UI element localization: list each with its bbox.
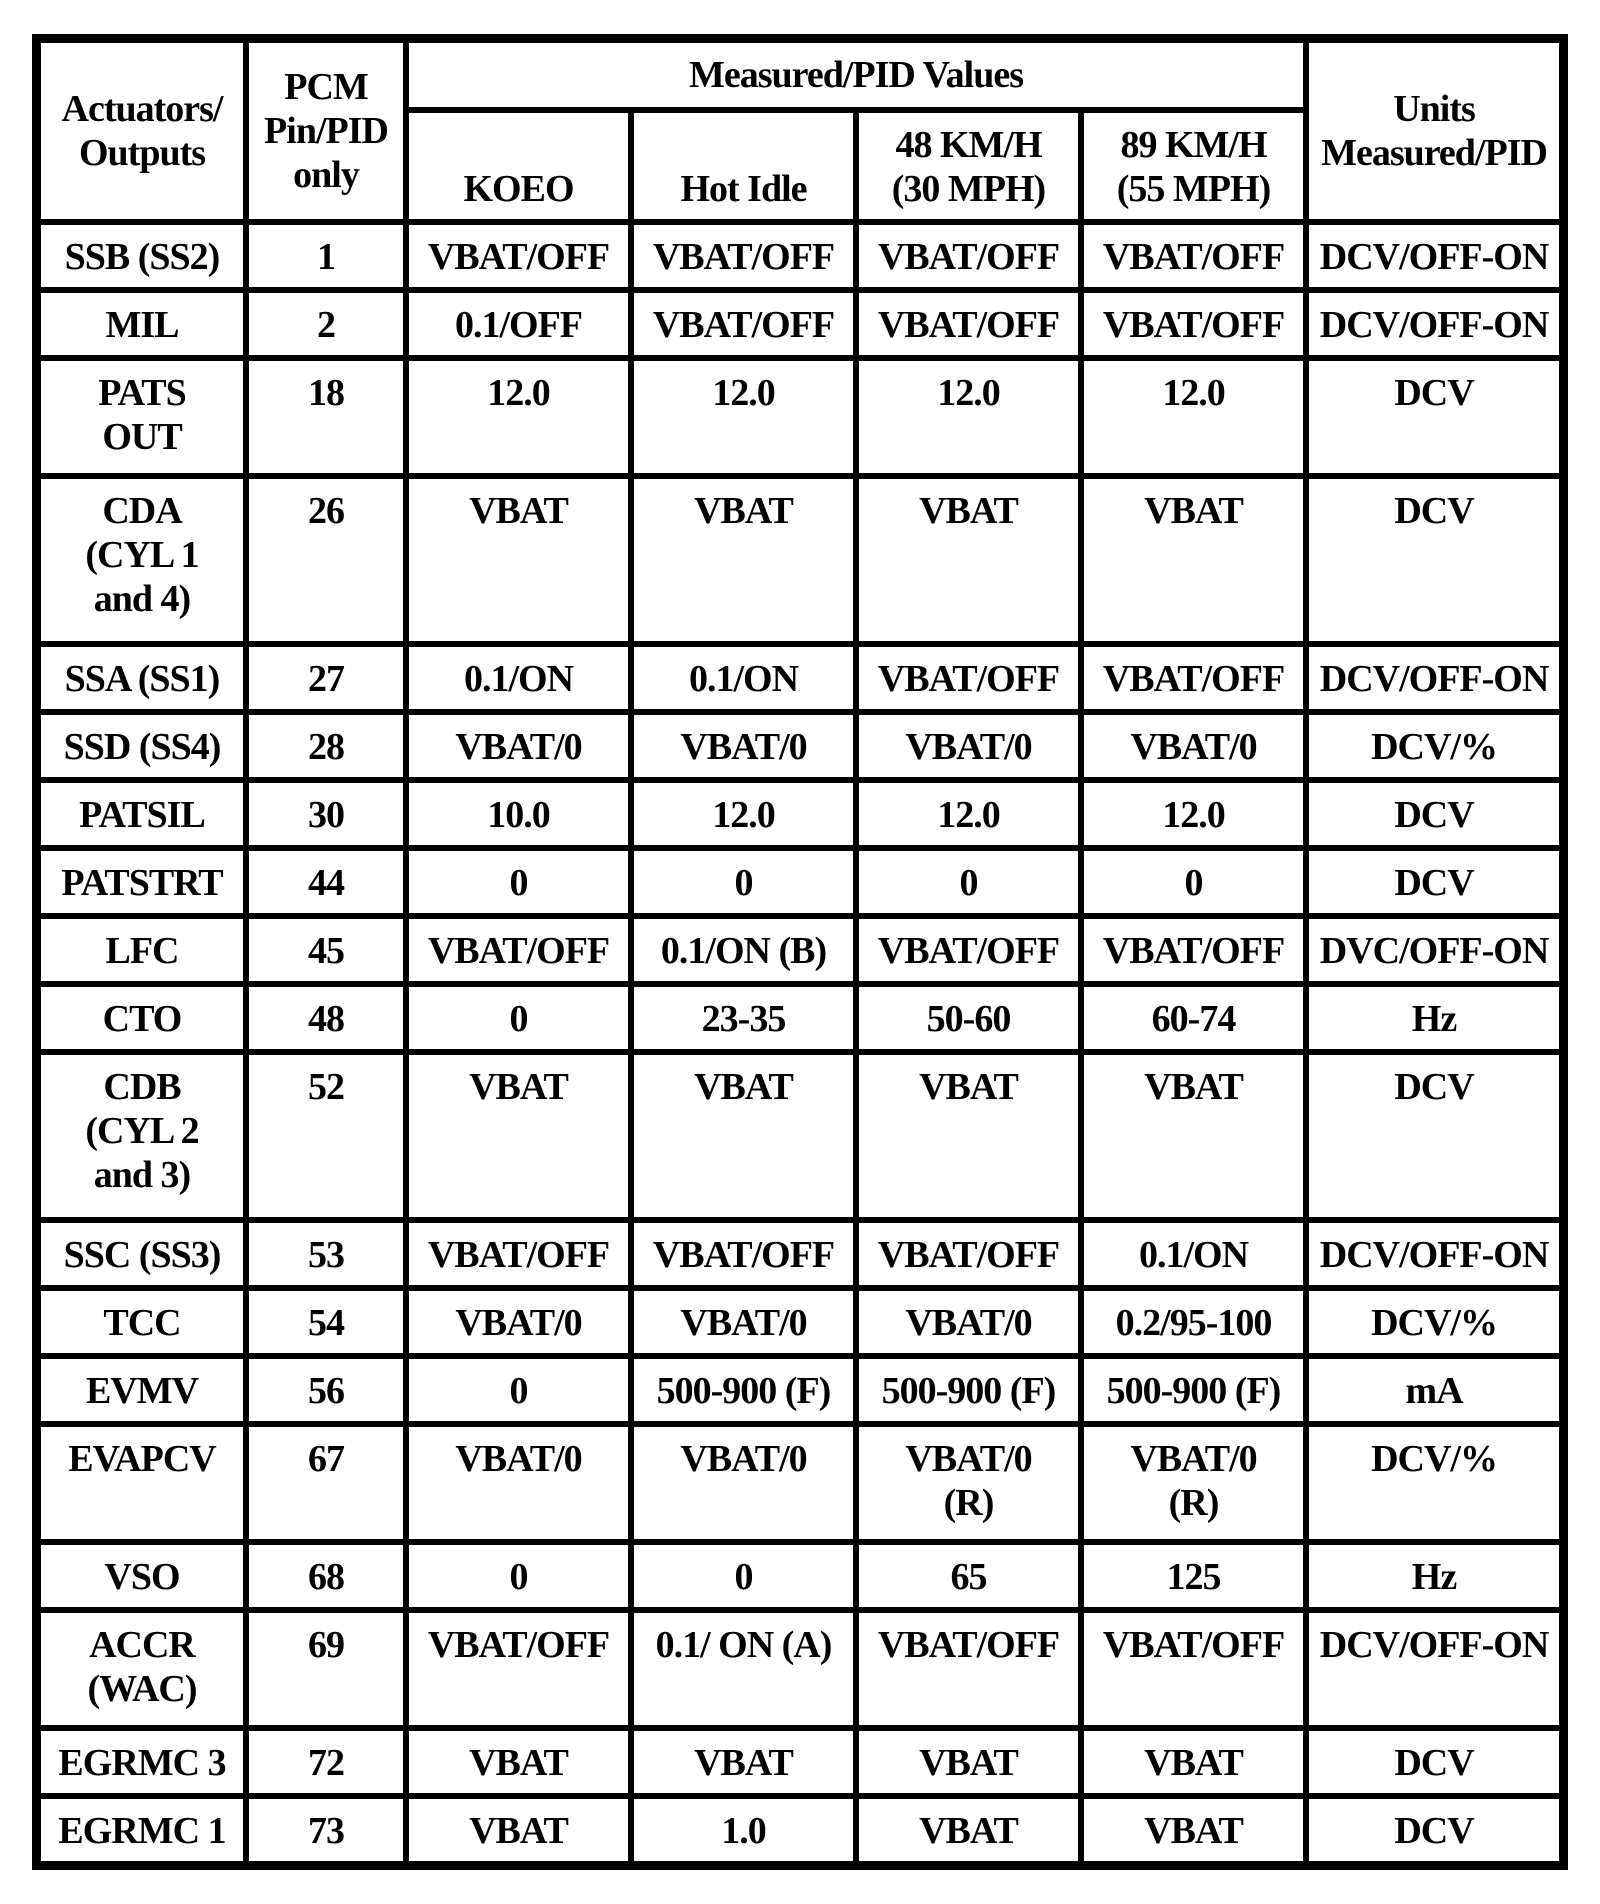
pcm-pinout-table-frame: [32, 34, 1568, 1870]
cell-koeo: 0.1/OFF: [406, 290, 631, 358]
cell-pin: 2: [246, 290, 406, 358]
cell-30-mph: 65: [856, 1542, 1081, 1610]
cell-koeo: VBAT/0: [406, 1288, 631, 1356]
cell-55-mph: 12.0: [1081, 358, 1306, 476]
cell-55-mph: 60-74: [1081, 984, 1306, 1052]
cell-units: DCV: [1306, 476, 1562, 644]
cell-hot-idle: VBAT: [631, 1052, 856, 1220]
cell-units: DVC/OFF-ON: [1306, 916, 1562, 984]
cell-actuator: EGRMC 3: [38, 1728, 246, 1796]
cell-hot-idle: 0.1/ ON (A): [631, 1610, 856, 1728]
cell-units: DCV: [1306, 848, 1562, 916]
table-row: [38, 1542, 1562, 1610]
cell-hot-idle: VBAT/0: [631, 1424, 856, 1542]
cell-pin: 68: [246, 1542, 406, 1610]
cell-units: DCV/%: [1306, 712, 1562, 780]
cell-55-mph: VBAT/0: [1081, 712, 1306, 780]
table-row: [38, 1610, 1562, 1728]
cell-55-mph: 0.1/ON: [1081, 1220, 1306, 1288]
table-row: [38, 984, 1562, 1052]
cell-pin: 44: [246, 848, 406, 916]
cell-hot-idle: 12.0: [631, 358, 856, 476]
cell-units: Hz: [1306, 984, 1562, 1052]
cell-koeo: VBAT/OFF: [406, 1610, 631, 1728]
cell-actuator: PATSIL: [38, 780, 246, 848]
cell-30-mph: VBAT/OFF: [856, 290, 1081, 358]
cell-55-mph: 12.0: [1081, 780, 1306, 848]
cell-55-mph: VBAT: [1081, 476, 1306, 644]
cell-55-mph: 0: [1081, 848, 1306, 916]
cell-pin: 18: [246, 358, 406, 476]
cell-30-mph: VBAT/OFF: [856, 222, 1081, 290]
cell-units: Hz: [1306, 1542, 1562, 1610]
cell-pin: 27: [246, 644, 406, 712]
cell-55-mph: VBAT/0 (R): [1081, 1424, 1306, 1542]
cell-actuator: CDA (CYL 1 and 4): [38, 476, 246, 644]
cell-actuator: VSO: [38, 1542, 246, 1610]
table-row: [38, 916, 1562, 984]
cell-55-mph: VBAT: [1081, 1796, 1306, 1864]
cell-koeo: VBAT: [406, 1796, 631, 1864]
cell-30-mph: 0: [856, 848, 1081, 916]
cell-pin: 1: [246, 222, 406, 290]
table-row: [38, 1288, 1562, 1356]
pcm-pinout-table: [38, 40, 1562, 1864]
cell-pin: 73: [246, 1796, 406, 1864]
cell-actuator: PATS OUT: [38, 358, 246, 476]
table-row: [38, 290, 1562, 358]
table-row: [38, 222, 1562, 290]
cell-pin: 28: [246, 712, 406, 780]
cell-units: DCV: [1306, 1796, 1562, 1864]
cell-koeo: VBAT: [406, 1052, 631, 1220]
cell-hot-idle: 0: [631, 848, 856, 916]
header-pcm-pin-pid: PCM Pin/PID only: [246, 40, 406, 222]
cell-55-mph: VBAT/OFF: [1081, 644, 1306, 712]
cell-units: DCV: [1306, 358, 1562, 476]
cell-30-mph: VBAT/0: [856, 712, 1081, 780]
cell-koeo: VBAT/OFF: [406, 222, 631, 290]
cell-hot-idle: 23-35: [631, 984, 856, 1052]
cell-koeo: 0: [406, 984, 631, 1052]
cell-units: DCV: [1306, 780, 1562, 848]
cell-pin: 30: [246, 780, 406, 848]
table-row: [38, 1424, 1562, 1542]
cell-hot-idle: 0.1/ON (B): [631, 916, 856, 984]
header-30-mph: 48 KM/H (30 MPH): [856, 110, 1081, 222]
table-row: [38, 1220, 1562, 1288]
cell-actuator: ACCR (WAC): [38, 1610, 246, 1728]
cell-30-mph: VBAT/OFF: [856, 1610, 1081, 1728]
cell-actuator: CTO: [38, 984, 246, 1052]
cell-actuator: EVMV: [38, 1356, 246, 1424]
cell-pin: 56: [246, 1356, 406, 1424]
cell-units: DCV/OFF-ON: [1306, 290, 1562, 358]
cell-actuator: TCC: [38, 1288, 246, 1356]
cell-units: DCV/%: [1306, 1424, 1562, 1542]
table-row: [38, 1052, 1562, 1220]
cell-koeo: 0: [406, 1356, 631, 1424]
cell-30-mph: VBAT/OFF: [856, 916, 1081, 984]
cell-units: DCV/OFF-ON: [1306, 222, 1562, 290]
cell-55-mph: 0.2/95-100: [1081, 1288, 1306, 1356]
header-koeo: KOEO: [406, 110, 631, 222]
cell-actuator: LFC: [38, 916, 246, 984]
cell-units: DCV/OFF-ON: [1306, 1610, 1562, 1728]
table-row: [38, 1796, 1562, 1864]
cell-30-mph: VBAT: [856, 476, 1081, 644]
cell-pin: 45: [246, 916, 406, 984]
table-row: [38, 358, 1562, 476]
header-units: Units Measured/PID: [1306, 40, 1562, 222]
cell-30-mph: VBAT: [856, 1052, 1081, 1220]
cell-koeo: VBAT/0: [406, 712, 631, 780]
table-row: [38, 476, 1562, 644]
cell-pin: 48: [246, 984, 406, 1052]
cell-koeo: 0: [406, 848, 631, 916]
cell-55-mph: 500-900 (F): [1081, 1356, 1306, 1424]
table-row: [38, 848, 1562, 916]
cell-koeo: 10.0: [406, 780, 631, 848]
table-row: [38, 780, 1562, 848]
cell-30-mph: VBAT/0: [856, 1288, 1081, 1356]
cell-pin: 72: [246, 1728, 406, 1796]
cell-units: mA: [1306, 1356, 1562, 1424]
table-row: [38, 644, 1562, 712]
cell-30-mph: VBAT/0 (R): [856, 1424, 1081, 1542]
cell-30-mph: VBAT: [856, 1796, 1081, 1864]
header-actuators-outputs: Actuators/ Outputs: [38, 40, 246, 222]
cell-actuator: SSC (SS3): [38, 1220, 246, 1288]
cell-30-mph: 12.0: [856, 780, 1081, 848]
cell-hot-idle: 500-900 (F): [631, 1356, 856, 1424]
cell-pin: 52: [246, 1052, 406, 1220]
cell-actuator: EGRMC 1: [38, 1796, 246, 1864]
cell-55-mph: 125: [1081, 1542, 1306, 1610]
cell-hot-idle: 0.1/ON: [631, 644, 856, 712]
cell-koeo: VBAT/OFF: [406, 916, 631, 984]
table-row: [38, 1728, 1562, 1796]
cell-30-mph: VBAT/OFF: [856, 644, 1081, 712]
cell-55-mph: VBAT/OFF: [1081, 290, 1306, 358]
cell-hot-idle: VBAT/OFF: [631, 1220, 856, 1288]
cell-pin: 69: [246, 1610, 406, 1728]
cell-actuator: SSA (SS1): [38, 644, 246, 712]
cell-koeo: 12.0: [406, 358, 631, 476]
cell-actuator: PATSTRT: [38, 848, 246, 916]
cell-actuator: CDB (CYL 2 and 3): [38, 1052, 246, 1220]
cell-hot-idle: 1.0: [631, 1796, 856, 1864]
cell-hot-idle: 12.0: [631, 780, 856, 848]
cell-pin: 54: [246, 1288, 406, 1356]
cell-pin: 67: [246, 1424, 406, 1542]
cell-actuator: SSB (SS2): [38, 222, 246, 290]
cell-koeo: VBAT/OFF: [406, 1220, 631, 1288]
cell-hot-idle: VBAT/0: [631, 1288, 856, 1356]
cell-units: DCV: [1306, 1728, 1562, 1796]
cell-55-mph: VBAT/OFF: [1081, 916, 1306, 984]
cell-actuator: EVAPCV: [38, 1424, 246, 1542]
cell-pin: 26: [246, 476, 406, 644]
cell-hot-idle: VBAT/0: [631, 712, 856, 780]
header-measured-pid-values: Measured/PID Values: [406, 40, 1306, 110]
cell-koeo: VBAT: [406, 476, 631, 644]
cell-koeo: 0.1/ON: [406, 644, 631, 712]
cell-units: DCV/OFF-ON: [1306, 644, 1562, 712]
table-row: [38, 1356, 1562, 1424]
cell-pin: 53: [246, 1220, 406, 1288]
cell-koeo: VBAT/0: [406, 1424, 631, 1542]
cell-55-mph: VBAT/OFF: [1081, 222, 1306, 290]
cell-koeo: VBAT: [406, 1728, 631, 1796]
cell-55-mph: VBAT: [1081, 1052, 1306, 1220]
cell-30-mph: 50-60: [856, 984, 1081, 1052]
cell-hot-idle: 0: [631, 1542, 856, 1610]
cell-30-mph: 500-900 (F): [856, 1356, 1081, 1424]
header-55-mph: 89 KM/H (55 MPH): [1081, 110, 1306, 222]
cell-hot-idle: VBAT/OFF: [631, 222, 856, 290]
table-row: [38, 712, 1562, 780]
cell-30-mph: VBAT: [856, 1728, 1081, 1796]
cell-hot-idle: VBAT: [631, 476, 856, 644]
header-hot-idle: Hot Idle: [631, 110, 856, 222]
cell-55-mph: VBAT: [1081, 1728, 1306, 1796]
cell-actuator: SSD (SS4): [38, 712, 246, 780]
cell-hot-idle: VBAT/OFF: [631, 290, 856, 358]
cell-units: DCV/%: [1306, 1288, 1562, 1356]
cell-units: DCV/OFF-ON: [1306, 1220, 1562, 1288]
cell-30-mph: VBAT/OFF: [856, 1220, 1081, 1288]
cell-hot-idle: VBAT: [631, 1728, 856, 1796]
cell-units: DCV: [1306, 1052, 1562, 1220]
table-body: [38, 222, 1562, 1864]
cell-30-mph: 12.0: [856, 358, 1081, 476]
cell-actuator: MIL: [38, 290, 246, 358]
cell-55-mph: VBAT/OFF: [1081, 1610, 1306, 1728]
cell-koeo: 0: [406, 1542, 631, 1610]
